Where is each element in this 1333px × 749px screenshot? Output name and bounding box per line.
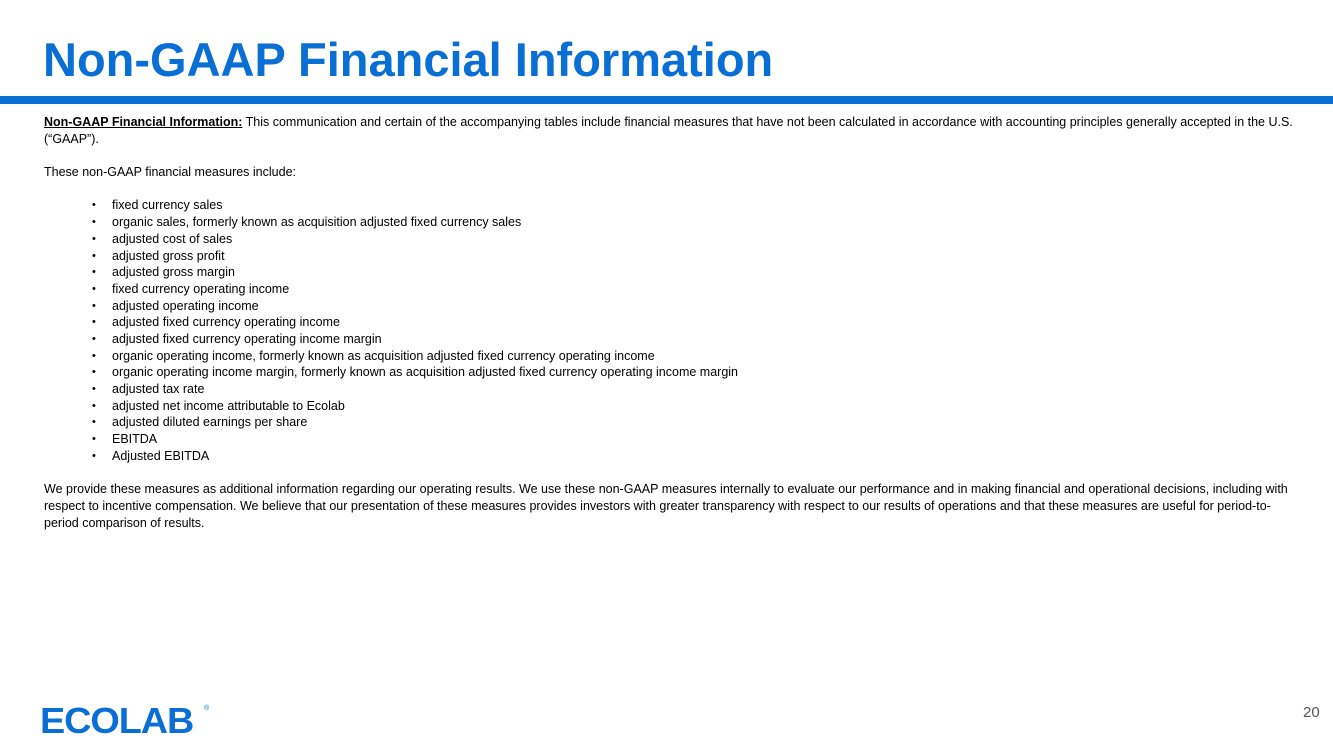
intro-text: This communication and certain of the accompanying tables include financial measures that have not been calculated in accordance with accounting principles generally accepted in the U.S. (“GAAP”).	[44, 115, 1293, 146]
measures-list	[44, 197, 1294, 464]
measure-item	[92, 248, 1294, 265]
spacer	[44, 464, 1294, 481]
logo-wordmark: ECOLAB	[40, 700, 194, 741]
slide-title: Non-GAAP Financial Information	[43, 33, 774, 86]
closing-paragraph: We provide these measures as additional information regarding our operating results. We use these non-GAAP measures internally to evaluate our performance and in making financial and operational decisions, including with respect to incentive compensation. We believe that our presentation of these measures provides investors with greater transparency with respect to our results of operations and that these measures are useful for period-to-period comparison of results.	[44, 482, 1288, 530]
measure-label: adjusted net income attributable to Ecolab	[112, 398, 345, 413]
bullet-icon: •	[92, 249, 96, 262]
bullet-icon: •	[92, 199, 96, 212]
measure-item	[92, 298, 1294, 315]
intro-label: Non-GAAP Financial Information:	[44, 115, 243, 129]
measure-label: adjusted gross profit	[112, 248, 225, 263]
measure-item	[92, 197, 1294, 214]
measure-label: organic sales, formerly known as acquisition adjusted fixed currency sales	[112, 215, 522, 230]
title-divider	[0, 96, 1333, 104]
measure-label: adjusted diluted earnings per share	[112, 415, 308, 430]
measure-label: organic operating income, formerly known as acquisition adjusted fixed currency operating income	[112, 348, 655, 363]
measure-label: fixed currency sales	[112, 198, 223, 213]
bullet-icon: •	[92, 332, 96, 345]
measure-item	[92, 264, 1294, 281]
measure-item	[92, 414, 1294, 431]
intro-paragraph	[44, 114, 1294, 147]
bullet-icon: •	[92, 299, 96, 312]
bullet-icon: •	[92, 449, 96, 462]
measure-label: fixed currency operating income	[112, 281, 290, 296]
measure-item	[92, 448, 1294, 465]
ecolab-logo	[40, 700, 210, 741]
bullet-icon: •	[92, 266, 96, 279]
slide-body	[44, 114, 1294, 531]
measure-item	[92, 314, 1294, 331]
measure-item	[92, 331, 1294, 348]
registered-mark: ®	[204, 705, 210, 712]
measure-label: Adjusted EBITDA	[112, 448, 210, 463]
measure-item	[92, 281, 1294, 298]
measure-label: adjusted cost of sales	[112, 231, 233, 246]
measure-label: adjusted gross margin	[112, 265, 235, 280]
measure-item	[92, 214, 1294, 231]
bullet-icon: •	[92, 349, 96, 362]
measure-label: organic operating income margin, formerly known as acquisition adjusted fixed currency operating income margin	[112, 365, 739, 380]
measure-item	[92, 364, 1294, 381]
measure-label: adjusted fixed currency operating income	[112, 315, 340, 330]
measure-label: adjusted operating income	[112, 298, 259, 313]
bullet-icon: •	[92, 316, 96, 329]
bullet-icon: •	[92, 232, 96, 245]
measures-heading: These non-GAAP financial measures include:	[44, 165, 296, 180]
measure-item	[92, 231, 1294, 248]
measure-label: adjusted tax rate	[112, 382, 205, 397]
bullet-icon: •	[92, 416, 96, 429]
measure-label: EBITDA	[112, 432, 158, 447]
bullet-icon: •	[92, 282, 96, 295]
spacer	[44, 181, 1294, 198]
measure-item	[92, 398, 1294, 415]
measure-label: adjusted fixed currency operating income margin	[112, 331, 382, 346]
bullet-icon: •	[92, 399, 96, 412]
page-number: 20	[1303, 704, 1320, 721]
spacer	[44, 147, 1294, 164]
bullet-icon: •	[92, 383, 96, 396]
measure-item	[92, 431, 1294, 448]
bullet-icon: •	[92, 433, 96, 446]
bullet-icon: •	[92, 216, 96, 229]
measure-item	[92, 348, 1294, 365]
measure-item	[92, 381, 1294, 398]
bullet-icon: •	[92, 366, 96, 379]
